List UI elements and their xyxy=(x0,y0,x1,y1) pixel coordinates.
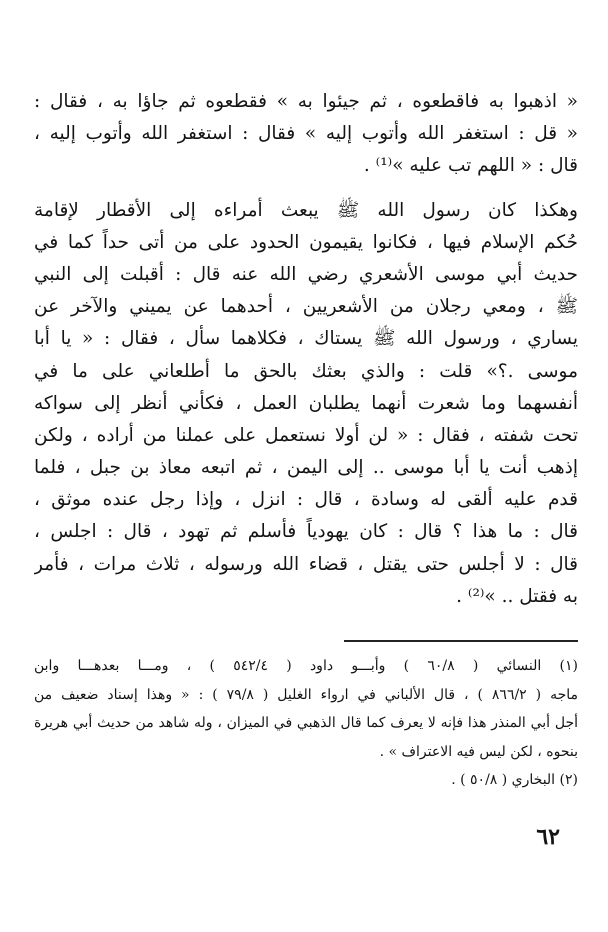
text-line: وهكذا كان رسول الله ﷺ يبعث أمراءه إلى الأقطار لإقامة xyxy=(34,199,578,221)
text-line: قال : لا أجلس حتى يقتل ، قضاء الله ورسوله ، ثلاث مرات ، فأمر xyxy=(34,553,578,575)
footnotes xyxy=(34,652,578,795)
text-line: أنفسهما وما شعرت أنهما يطلبان العمل ، فكأني أنظر إلى سواكه xyxy=(34,392,578,414)
footnote-line: (٢) البخاري ( ٥٠/٨ ) . xyxy=(451,772,578,788)
footnote-line: أجل أبي المنذر هذا فإنه لا يعرف كما قال الذهبي في الميزان ، وله شاهد من حديث أبي هريرة xyxy=(34,715,578,731)
text-line: موسى .؟» قلت : والذي بعثك بالحق ما أطلعاني على ما في xyxy=(34,360,578,382)
text-line: قال : ما هذا ؟ قال : كان يهودياً فأسلم ثم تهود ، قال : اجلس ، xyxy=(34,521,578,543)
page-number: ٦٢ xyxy=(536,824,560,850)
text-line: قدم عليه ألقى له وسادة ، قال : انزل ، وإذا رجل عنده موثق ، xyxy=(34,489,578,511)
footnote-line: ماجه ( ٨٦٦/٢ ) ، قال الألباني في ارواء الغليل ( ٧٩/٨ ) : « وهذا إسناد ضعيف من xyxy=(34,686,578,703)
text-line: قال : « اللهم تب عليه »⁽¹⁾ . xyxy=(363,155,578,177)
footnote-line: بنحوه ، لكن ليس فيه الاعتراف » . xyxy=(379,743,578,760)
text-line: « قل : استغفر الله وأتوب إليه » فقال : استغفر الله وأتوب إليه ، xyxy=(34,123,578,145)
text-line: حديث أبي موسى الأشعري رضي الله عنه قال : أقبلت إلى النبي xyxy=(34,263,578,285)
text-line: حُكم الإسلام فيها ، فكانوا يقيمون الحدود على من أتى حداً كما في xyxy=(34,231,578,253)
text-line: ﷺ ، ومعي رجلان من الأشعريين ، أحدهما عن يميني والآخر عن xyxy=(34,296,578,318)
text-line: به فقتل .. »⁽²⁾ . xyxy=(456,585,578,607)
text-line: يساري ، ورسول الله ﷺ يستاك ، فكلاهما سأل ، فقال : « يا أبا xyxy=(34,328,578,350)
footnote-divider xyxy=(344,640,578,642)
text-line: « اذهبوا به فاقطعوه ، ثم جيئوا به » فقطعوه ثم جاؤا به ، فقال : xyxy=(34,91,578,112)
footnote-line: (١) النسائي ( ٦٠/٨ ) وأبـــو داود ( ٥٤٢/٤ ) ، ومـــا بعدهـــا وابن xyxy=(34,658,578,674)
text-line: إذهب أنت يا أبا موسى .. إلى اليمن ، ثم اتبعه معاذ بن جبل ، فلما xyxy=(34,457,578,479)
main-text xyxy=(34,86,578,613)
text-line: تحت شفته ، فقال : « لن أولا نستعمل على عملنا من أراده ، ولكن xyxy=(34,424,578,446)
